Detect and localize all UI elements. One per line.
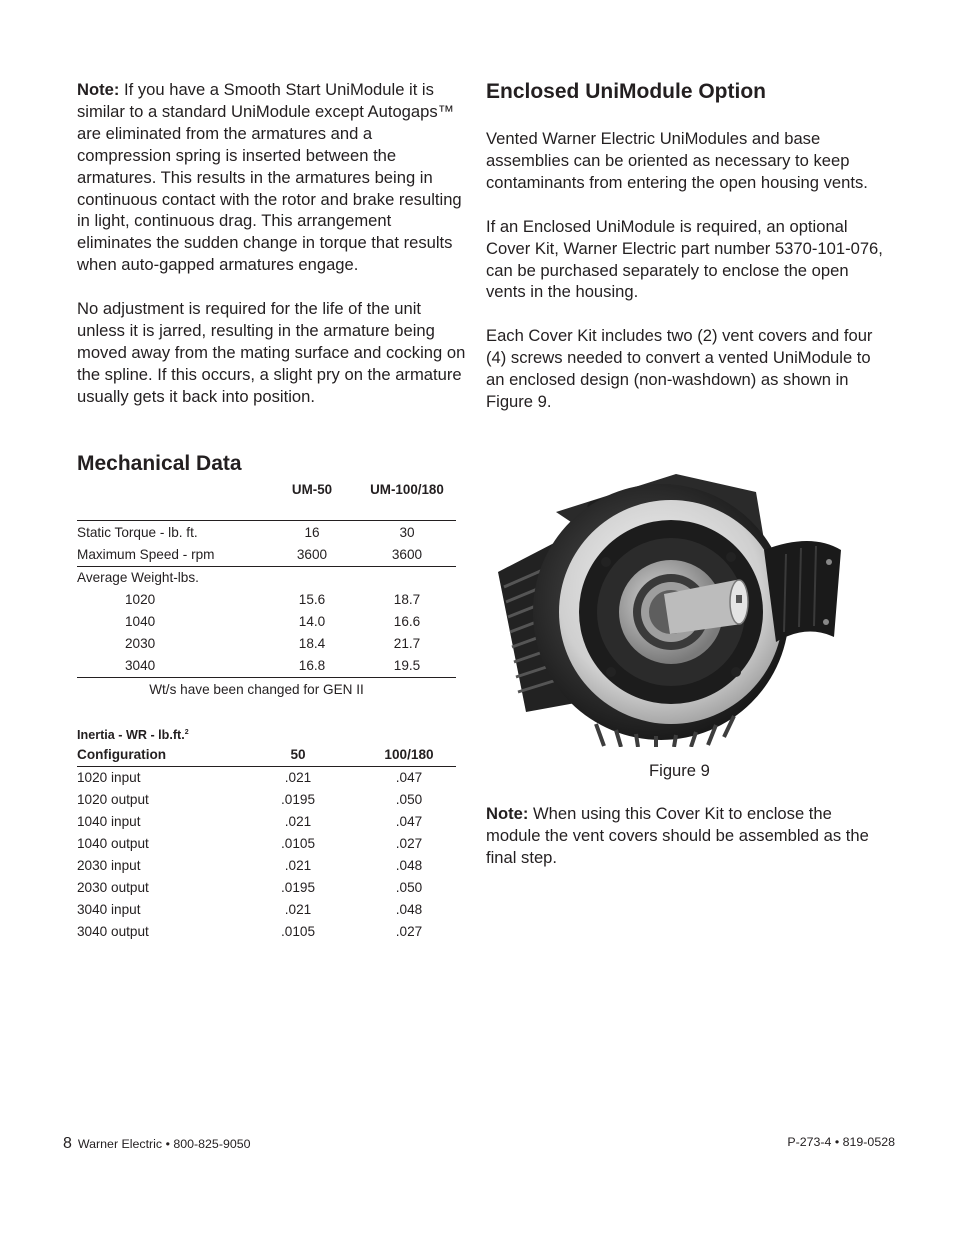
smooth-start-note [77, 79, 469, 276]
footer-left [63, 1135, 251, 1153]
cover-kit-contents-paragraph: Each Cover Kit includes two (2) vent covers and four (4) screws needed to convert a vented UniModule to an enclosed design (non-washdown) as shown in Figure 9. [486, 326, 873, 412]
max-speed-row: Maximum Speed - rpm 3600 3600 [77, 544, 456, 567]
inertia-row: 1020 input .021 .047 [77, 770, 423, 785]
avg-weight-label-row: Average Weight-lbs. [77, 570, 199, 585]
inertia-row: 2030 input .021 .048 [77, 858, 423, 873]
weight-row: 1040 14.0 16.6 [125, 614, 421, 629]
weight-footnote: Wt/s have been changed for GEN II [149, 682, 364, 697]
cover-kit-paragraph: If an Enclosed UniModule is required, an optional Cover Kit, Warner Electric part number 5370-101-076, can be purchased separately to enclose the open vents in the housing. [486, 216, 883, 302]
vented-paragraph: Vented Warner Electric UniModules and base assemblies can be oriented as necessary to keep contaminants from entering the open housing vents. [486, 129, 868, 192]
left-column [77, 79, 469, 408]
footer-right: P-273-4 • 819-0528 [787, 1135, 895, 1149]
note-label: Note: [77, 80, 120, 99]
inertia-row: 1040 input .021 .047 [77, 814, 423, 829]
mechanical-table-header [77, 480, 456, 521]
note-label: Note: [486, 804, 529, 823]
inertia-row: 3040 input .021 .048 [77, 902, 423, 917]
weight-row: 1020 15.6 18.7 [125, 592, 421, 607]
mechanical-data-table [77, 480, 456, 700]
right-column [486, 79, 886, 413]
weight-row: 2030 18.4 21.7 [125, 636, 421, 651]
unimodule-figure-image [486, 462, 846, 747]
footer-company: Warner Electric • 800-825-9050 [77, 1137, 251, 1151]
page-number: 8 [63, 1135, 72, 1152]
note-text: If you have a Smooth Start UniModule it is similar to a standard UniModule except Autogaps™ are eliminated from the armatures and a compression spring is inserted between the armatures. This results in the armatures being in continuous contact with the rotor and brake resulting in light, continuous drag. This arrangement eliminates the sudden change in torque that results when auto-gapped armatures engage. [77, 80, 462, 275]
col-um100: UM-100/180 [370, 482, 444, 497]
inertia-table [77, 722, 456, 943]
adjustment-paragraph: No adjustment is required for the life of the unit unless it is jarred, resulting in the armature being moved away from the mating surface and cocking on the spline. If this occurs, a slight pry on the armature usually gets it back into position. [77, 299, 466, 406]
inertia-row: 1020 output .0195 .050 [77, 792, 423, 807]
inertia-row: 1040 output .0105 .027 [77, 836, 423, 851]
weight-row: 3040 16.8 19.5 [77, 655, 456, 678]
inertia-header: Configuration 50 100/180 [77, 744, 456, 767]
col-um50: UM-50 [291, 482, 333, 497]
inertia-row: 2030 output .0195 .050 [77, 880, 423, 895]
inertia-title: Inertia - WR - lb.ft.$^2$ [77, 728, 189, 743]
enclosed-option-heading: Enclosed UniModule Option [486, 80, 766, 103]
inertia-row: 3040 output .0105 .027 [77, 924, 423, 939]
static-torque-row: Static Torque - lb. ft. 16 30 [77, 525, 415, 540]
mechanical-data-heading: Mechanical Data [77, 452, 242, 475]
figure-caption: Figure 9 [649, 761, 710, 780]
cover-kit-note [486, 803, 886, 869]
note-text: When using this Cover Kit to enclose the module the vent covers should be assembled as the final step. [486, 804, 869, 867]
